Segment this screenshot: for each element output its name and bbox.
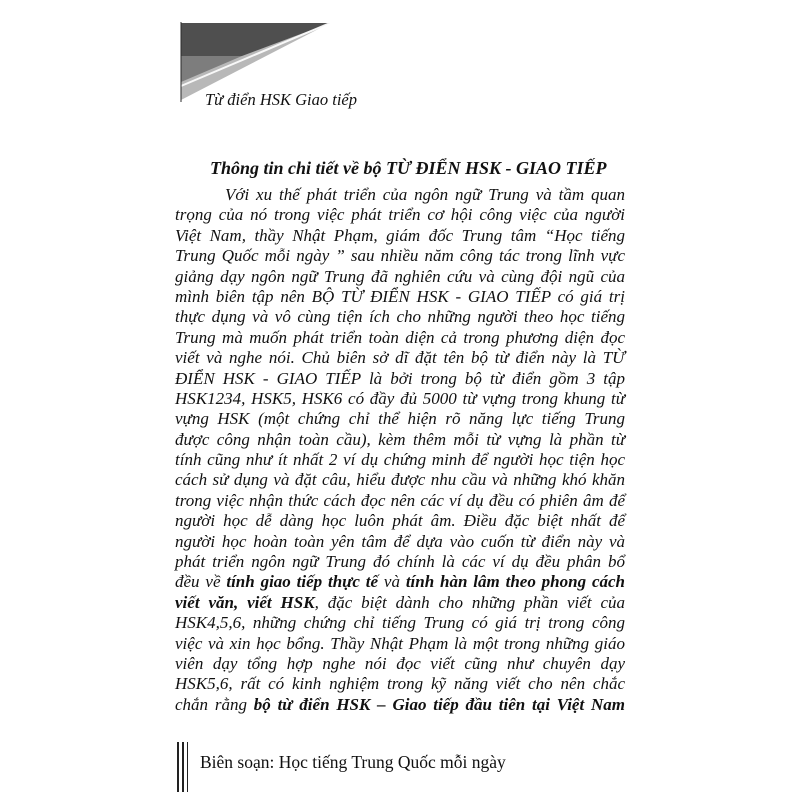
body-line: cách sử dụng và đặt câu, hiểu được nhu cầu và những khó khăn bbox=[175, 470, 625, 490]
body-line: Việt Nam, thầy Nhật Phạm, giám đốc Trung tâm “Học tiếng bbox=[175, 225, 625, 245]
body-line: viên dạy tổng hợp nghe nói đọc viết cũng như chuyên dạy bbox=[175, 653, 625, 673]
line-text: đều về bbox=[175, 572, 227, 592]
body-line: vựng HSK (một chứng chỉ thể hiện rõ năng lực tiếng Trung bbox=[175, 409, 625, 429]
body-line bbox=[175, 695, 625, 715]
footer-compiled-by: Biên soạn: Học tiếng Trung Quốc mỗi ngày bbox=[200, 752, 506, 772]
body-line: được công nhận toàn cầu), kèm thêm mỗi từ vựng là phần từ bbox=[175, 429, 625, 449]
footer-rule-bar bbox=[187, 742, 188, 792]
body-line bbox=[175, 572, 625, 592]
body-line: tính cũng như ít nhất 2 ví dụ chứng minh để người học tiện học bbox=[175, 450, 625, 470]
body-line: trọng của nó trong việc phát triển cơ hội công việc của người bbox=[175, 205, 625, 225]
body-line: viết và nghe nói. Chủ biên sở dĩ đặt tên bộ từ điển này là TỪ bbox=[175, 348, 625, 368]
line-text: , đặc biệt dành cho những phần viết của bbox=[314, 592, 625, 612]
body-line: thực dụng và vô cùng tiện ích cho những người theo học tiếng bbox=[175, 307, 625, 327]
body-line: Trung Quốc mỗi ngày ” sau nhiều năm công tác trong lĩnh vực bbox=[175, 246, 625, 266]
body-line: trong việc nhận thức cách đọc nên các ví dụ đều có phiên âm để bbox=[175, 490, 625, 510]
body-line: giảng dạy ngôn ngữ Trung đã nghiên cứu và cùng đội ngũ của bbox=[175, 266, 625, 286]
body-line: Với xu thế phát triển của ngôn ngữ Trung và tầm quan bbox=[225, 185, 625, 204]
body-line: Trung mà muốn phát triển toàn diện cả trong phương diện đọc bbox=[175, 327, 625, 347]
body-line bbox=[175, 593, 625, 613]
body-line: việc và xin học bổng. Thầy Nhật Phạm là một trong những giáo bbox=[175, 633, 625, 653]
article-body bbox=[175, 185, 625, 715]
line-text: chắn rằng bbox=[175, 694, 254, 714]
emphasis-text: tính hàn lâm theo phong cách bbox=[405, 572, 625, 592]
emphasis-text: tính giao tiếp thực tế bbox=[226, 572, 379, 592]
article-title: Thông tin chi tiết về bộ TỪ ĐIỂN HSK - GIAO TIẾP bbox=[210, 158, 607, 178]
footer-rule bbox=[177, 742, 191, 792]
body-line: ĐIỂN HSK - GIAO TIẾP là bởi trong bộ từ điển gồm 3 tập bbox=[175, 368, 625, 388]
emphasis-text: viết văn, viết HSK bbox=[175, 592, 315, 612]
body-line: phát triển ngôn ngữ Trung đó chính là các ví dụ đều phân bổ bbox=[175, 552, 625, 572]
body-line: HSK1234, HSK5, HSK6 có đầy đủ 5000 từ vựng trong khung từ bbox=[175, 388, 625, 408]
running-title: Từ điển HSK Giao tiếp bbox=[205, 90, 357, 109]
emphasis-text: bộ từ điển HSK – Giao tiếp đầu tiên tại Việt Nam bbox=[253, 694, 625, 714]
footer-rule-bar bbox=[182, 742, 184, 792]
body-line: HSK4,5,6, những chứng chỉ tiếng Trung có giá trị trong công bbox=[175, 613, 625, 633]
body-line: người học hoàn toàn yên tâm để dựa vào cuốn từ điển này và bbox=[175, 531, 625, 551]
body-line: HSK5,6, rất có kinh nghiệm trong kỹ năng viết cho nên chắc bbox=[175, 674, 625, 694]
footer-rule-bar bbox=[177, 742, 179, 792]
body-line: người học dễ dàng học luôn phát âm. Điều đặc biệt nhất để bbox=[175, 511, 625, 531]
line-text: và bbox=[378, 572, 406, 592]
body-line: mình biên tập nên BỘ TỪ ĐIỂN HSK - GIAO TIẾP có giá trị bbox=[175, 286, 625, 306]
